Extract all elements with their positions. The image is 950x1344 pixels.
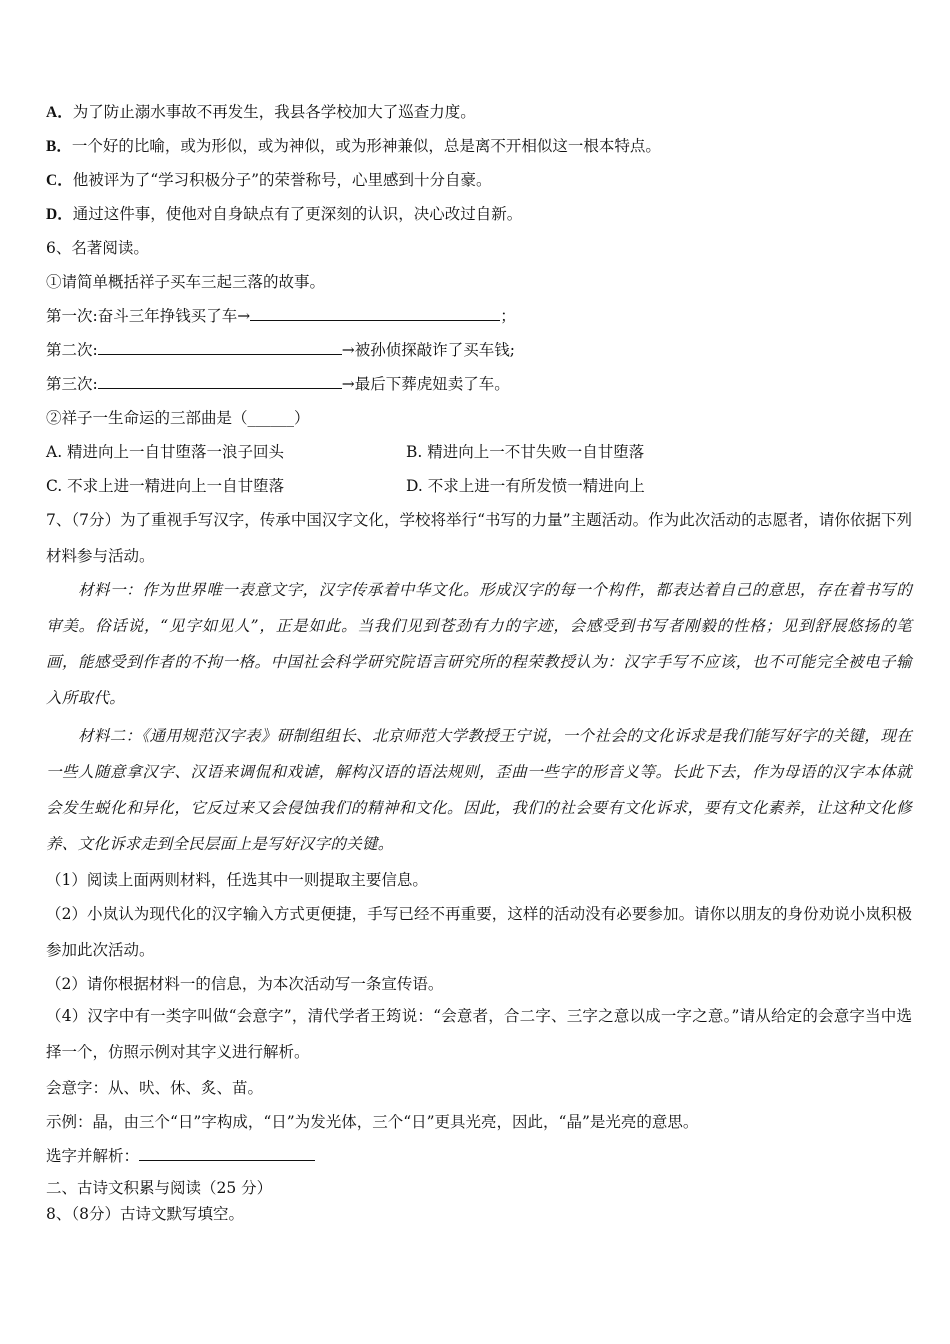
second-suffix: →被孙侦探敲诈了买车钱; xyxy=(341,341,515,359)
option-letter: D． xyxy=(46,206,73,223)
option-text: 他被评为了“学习积极分子”的荣誉称号，心里感到十分自豪。 xyxy=(72,171,492,189)
answer-blank[interactable] xyxy=(98,374,342,389)
answer-blank[interactable] xyxy=(139,1146,315,1161)
second-prefix: 第二次: xyxy=(46,341,98,359)
answer-label: 选字并解析： xyxy=(46,1147,140,1165)
third-suffix: →最后下葬虎妞卖了车。 xyxy=(341,375,510,393)
q6-third xyxy=(46,374,510,394)
answer-blank[interactable] xyxy=(98,340,342,355)
option-c xyxy=(46,170,492,191)
q7-example: 示例：晶，由三个“日”字构成，“日”为发光体，三个“日”更具光亮，因此，“晶”是光亮的意思。 xyxy=(46,1113,699,1131)
option-b xyxy=(46,136,661,157)
q6-option-d: D. 不求上进一有所发愤一精进向上 xyxy=(406,477,645,495)
q6-first xyxy=(46,306,516,326)
material-two: 材料二：《通用规范汉字表》研制组组长、北京师范大学教授王宁说，一个社会的文化诉求是我们能写好字的关键，现在一些人随意拿汉字、汉语来调侃和戏谑，解构汉语的语法规则，歪曲一些字的形音义等。长此下去，作为母语的汉字本体就会发生蜕化和异化，它反过来又会侵蚀我们的精神和文化。因此，我们的社会要有文化诉求，要有文化素养，让这种文化修养、文化诉求走到全民层面上是写好汉字的关键。 xyxy=(46,727,912,853)
q7-answer xyxy=(46,1146,315,1166)
q6-title: 6、名著阅读。 xyxy=(46,239,149,257)
q6-sub2: ②祥子一生命运的三部曲是（______） xyxy=(46,409,310,427)
section-title: 二、古诗文积累与阅读（25 分） xyxy=(46,1179,273,1197)
q7-task3: （2）请你根据材料一的信息，为本次活动写一条宣传语。 xyxy=(46,975,444,993)
q8-title: 8、（8分）古诗文默写填空。 xyxy=(46,1205,244,1223)
q6-option-c: C. 不求上进一精进向上一自甘堕落 xyxy=(46,477,285,495)
first-prefix: 第一次:奋斗三年挣钱买了车→ xyxy=(46,307,251,325)
q6-sub1: ①请简单概括祥子买车三起三落的故事。 xyxy=(46,273,326,291)
q7-task1: （1）阅读上面两则材料，任选其中一则提取主要信息。 xyxy=(46,871,428,889)
q7-intro: 7、（7分）为了重视手写汉字，传承中国汉字文化，学校将举行“书写的力量”主题活动。作为此次活动的志愿者，请你依据下列材料参与活动。 xyxy=(46,511,912,565)
q6-option-b: B. 精进向上一不甘失败一自甘堕落 xyxy=(406,443,645,461)
option-text: 一个好的比喻，或为形似，或为神似，或为形神兼似，总是离不开相似这一根本特点。 xyxy=(71,137,661,155)
q6-option-a: A. 精进向上一自甘堕落一浪子回头 xyxy=(46,443,285,461)
option-letter: A． xyxy=(46,104,73,121)
material-one: 材料一：作为世界唯一表意文字，汉字传承着中华文化。形成汉字的每一个构件，都表达着自己的意思，存在着书写的审美。俗话说，“见字如见人”，正是如此。当我们见到苍劲有力的字迹，会感受到书写者刚毅的性格；见到舒展悠扬的笔画，能感受到作者的不拘一格。中国社会科学研究院语言研究所的程荣教授认为：汉字手写不应该，也不可能完全被电子输入所取代。 xyxy=(46,581,912,707)
answer-blank[interactable] xyxy=(250,306,500,321)
q6-second xyxy=(46,340,515,360)
first-suffix: ； xyxy=(500,307,516,325)
option-a xyxy=(46,102,476,123)
q7-task4: （4）汉字中有一类字叫做“会意字”，清代学者王筠说：“会意者，合二字、三字之意以成一字之意。”请从给定的会意字当中选择一个，仿照示例对其字义进行解析。 xyxy=(46,1007,912,1061)
q7-chars: 会意字：从、吠、休、炙、苗。 xyxy=(46,1079,264,1097)
option-text: 通过这件事，使他对自身缺点有了更深刻的认识，决心改过自新。 xyxy=(72,205,523,223)
q7-task2: （2）小岚认为现代化的汉字输入方式更便捷，手写已经不再重要，这样的活动没有必要参加。请你以朋友的身份劝说小岚积极参加此次活动。 xyxy=(46,905,912,959)
third-prefix: 第三次: xyxy=(46,375,98,393)
option-letter: B． xyxy=(46,138,72,155)
option-letter: C． xyxy=(46,172,73,189)
option-d xyxy=(46,204,522,225)
option-text: 为了防止溺水事故不再发生，我县各学校加大了巡查力度。 xyxy=(72,103,476,121)
